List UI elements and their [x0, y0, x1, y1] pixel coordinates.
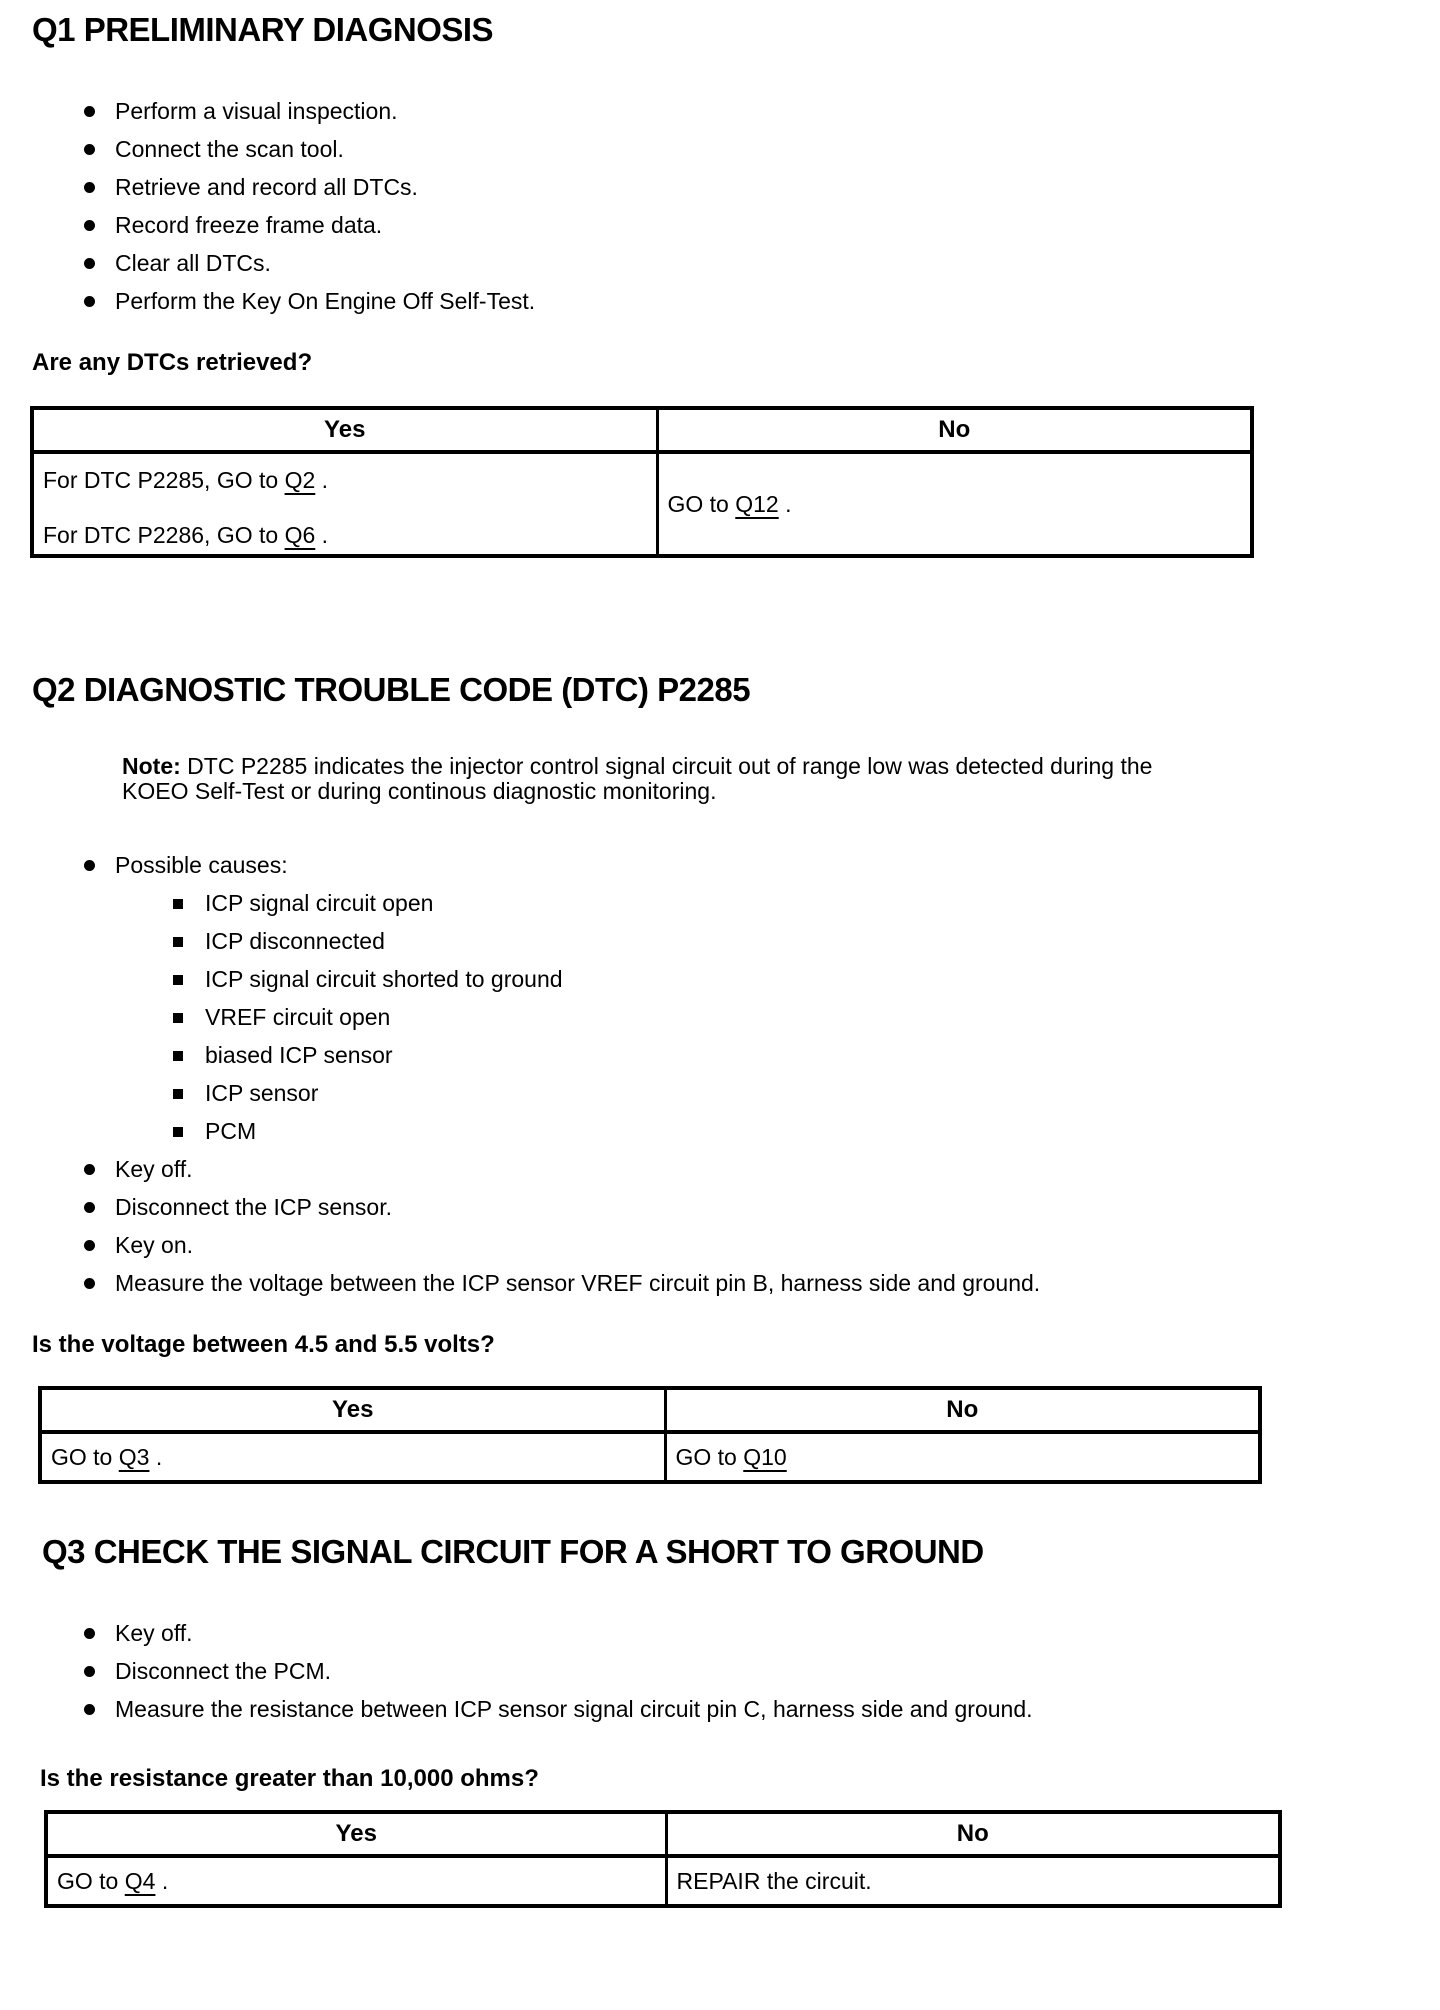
list-item [115, 1690, 1440, 1728]
q1-step-list [0, 92, 1440, 320]
cell-text: For DTC P2285, GO to [43, 467, 285, 493]
table-row [32, 452, 1252, 556]
heading-q1: Q1 PRELIMINARY DIAGNOSIS [32, 11, 494, 48]
note-label: Note: [122, 753, 181, 779]
bullet-text: Retrieve and record all DTCs. [115, 174, 418, 200]
no-header: No [666, 1812, 1280, 1856]
no-cell [666, 1856, 1280, 1906]
cell-text: . [149, 1444, 163, 1470]
list-item [115, 282, 1440, 320]
link-q2[interactable]: Q2 [284, 467, 316, 493]
sub-list-item [205, 1074, 1440, 1112]
heading-q2: Q2 DIAGNOSTIC TROUBLE CODE (DTC) P2285 [32, 671, 751, 708]
bullet-dot-icon [84, 258, 95, 269]
bullet-square-icon [173, 975, 183, 985]
bullet-dot-icon [84, 1628, 95, 1639]
bullet-text: Record freeze frame data. [115, 212, 383, 238]
cell-text: For DTC P2286, GO to [43, 522, 285, 548]
decision-table-q3 [44, 1810, 1282, 1908]
sub-list-item [205, 1036, 1440, 1074]
q2-step-list [0, 846, 1440, 1302]
decision-table-q2 [38, 1386, 1262, 1484]
no-header: No [657, 408, 1252, 452]
yes-header: Yes [40, 1388, 665, 1432]
note-text-line1: DTC P2285 indicates the injector control signal circuit out of range low was detected during the [187, 753, 1153, 779]
bullet-text: Connect the scan tool. [115, 136, 344, 162]
cell-text: GO to [667, 491, 736, 517]
cell-text: GO to [675, 1444, 744, 1470]
cell-text: GO to [51, 1444, 119, 1470]
list-item [115, 130, 1440, 168]
bullet-text: Disconnect the PCM. [115, 1658, 332, 1684]
bullet-dot-icon [84, 144, 95, 155]
bullet-text: Perform the Key On Engine Off Self-Test. [115, 288, 536, 314]
bullet-text: Disconnect the ICP sensor. [115, 1194, 392, 1220]
bullet-text: Clear all DTCs. [115, 250, 271, 276]
bullet-text: Perform a visual inspection. [115, 98, 398, 124]
sub-list-item [205, 998, 1440, 1036]
bullet-dot-icon [84, 182, 95, 193]
cell-text: . [778, 491, 792, 517]
bullet-dot-icon [84, 1666, 95, 1677]
cell-text: REPAIR the circuit. [676, 1868, 872, 1894]
list-item [115, 1188, 1440, 1226]
list-item [115, 1226, 1440, 1264]
sub-list-item [205, 884, 1440, 922]
no-cell [665, 1432, 1260, 1482]
bullet-text: Possible causes: [115, 852, 288, 878]
bullet-text: ICP signal circuit shorted to ground [205, 966, 563, 992]
bullet-dot-icon [84, 220, 95, 231]
yes-header: Yes [46, 1812, 666, 1856]
yes-cell [32, 452, 657, 556]
bullet-text: ICP disconnected [205, 928, 385, 954]
bullet-square-icon [173, 1127, 183, 1137]
bullet-text: VREF circuit open [205, 1004, 391, 1030]
yes-cell [46, 1856, 666, 1906]
bullet-square-icon [173, 899, 183, 909]
question-q1: Are any DTCs retrieved? [32, 349, 313, 376]
list-item [115, 244, 1440, 282]
bullet-dot-icon [84, 296, 95, 307]
link-q4[interactable]: Q4 [124, 1868, 156, 1894]
bullet-text: biased ICP sensor [205, 1042, 393, 1068]
cell-line [677, 1867, 1279, 1895]
yes-header: Yes [32, 408, 657, 452]
heading-q3: Q3 CHECK THE SIGNAL CIRCUIT FOR A SHORT TO GROUND [42, 1533, 984, 1570]
bullet-dot-icon [84, 1278, 95, 1289]
bullet-dot-icon [84, 1240, 95, 1251]
sub-list-item [205, 1112, 1440, 1150]
list-item [115, 1264, 1440, 1302]
bullet-dot-icon [84, 106, 95, 117]
list-item [115, 168, 1440, 206]
cell-line [43, 521, 656, 549]
list-item [115, 1652, 1440, 1690]
note-text-line2: KOEO Self-Test or during continous diagnostic monitoring. [122, 778, 717, 804]
link-q12[interactable]: Q12 [735, 491, 779, 517]
bullet-text: PCM [205, 1118, 257, 1144]
bullet-text: Key on. [115, 1232, 193, 1258]
question-q3: Is the resistance greater than 10,000 ohms? [40, 1765, 539, 1792]
bullet-dot-icon [84, 1704, 95, 1715]
note-paragraph [122, 754, 1440, 804]
bullet-dot-icon [84, 860, 95, 871]
sub-list-item [205, 960, 1440, 998]
list-item [115, 92, 1440, 130]
cell-line [43, 466, 656, 494]
bullet-text: Key off. [115, 1156, 193, 1182]
cell-line [676, 1443, 1259, 1471]
q3-step-list [0, 1614, 1440, 1728]
list-item [115, 846, 1440, 1150]
bullet-text: Measure the resistance between ICP sensor signal circuit pin C, harness side and ground. [115, 1696, 1033, 1722]
bullet-text: Measure the voltage between the ICP sensor VREF circuit pin B, harness side and ground. [115, 1270, 1041, 1296]
no-cell [657, 452, 1252, 556]
bullet-dot-icon [84, 1202, 95, 1213]
bullet-square-icon [173, 937, 183, 947]
question-q2: Is the voltage between 4.5 and 5.5 volts? [32, 1331, 495, 1358]
cell-text: . [315, 522, 329, 548]
sub-list-item [205, 922, 1440, 960]
bullet-dot-icon [84, 1164, 95, 1175]
bullet-text: ICP sensor [205, 1080, 319, 1106]
bullet-square-icon [173, 1013, 183, 1023]
link-q3[interactable]: Q3 [118, 1444, 150, 1470]
link-q6[interactable]: Q6 [284, 522, 316, 548]
cell-line [57, 1867, 665, 1895]
list-item [115, 1150, 1440, 1188]
bullet-square-icon [173, 1089, 183, 1099]
document-page [0, 10, 1440, 1908]
link-q10[interactable]: Q10 [743, 1444, 787, 1470]
possible-causes-list [115, 884, 1440, 1150]
yes-cell [40, 1432, 665, 1482]
bullet-square-icon [173, 1051, 183, 1061]
list-item [115, 206, 1440, 244]
cell-text: GO to [57, 1868, 125, 1894]
bullet-text: Key off. [115, 1620, 193, 1646]
cell-text: . [155, 1868, 169, 1894]
decision-table-q1 [30, 406, 1254, 558]
table-row [46, 1856, 1280, 1906]
table-row [40, 1432, 1260, 1482]
list-item [115, 1614, 1440, 1652]
cell-line [668, 490, 1251, 518]
cell-text: . [315, 467, 329, 493]
cell-line [51, 1443, 664, 1471]
bullet-text: ICP signal circuit open [205, 890, 434, 916]
no-header: No [665, 1388, 1260, 1432]
